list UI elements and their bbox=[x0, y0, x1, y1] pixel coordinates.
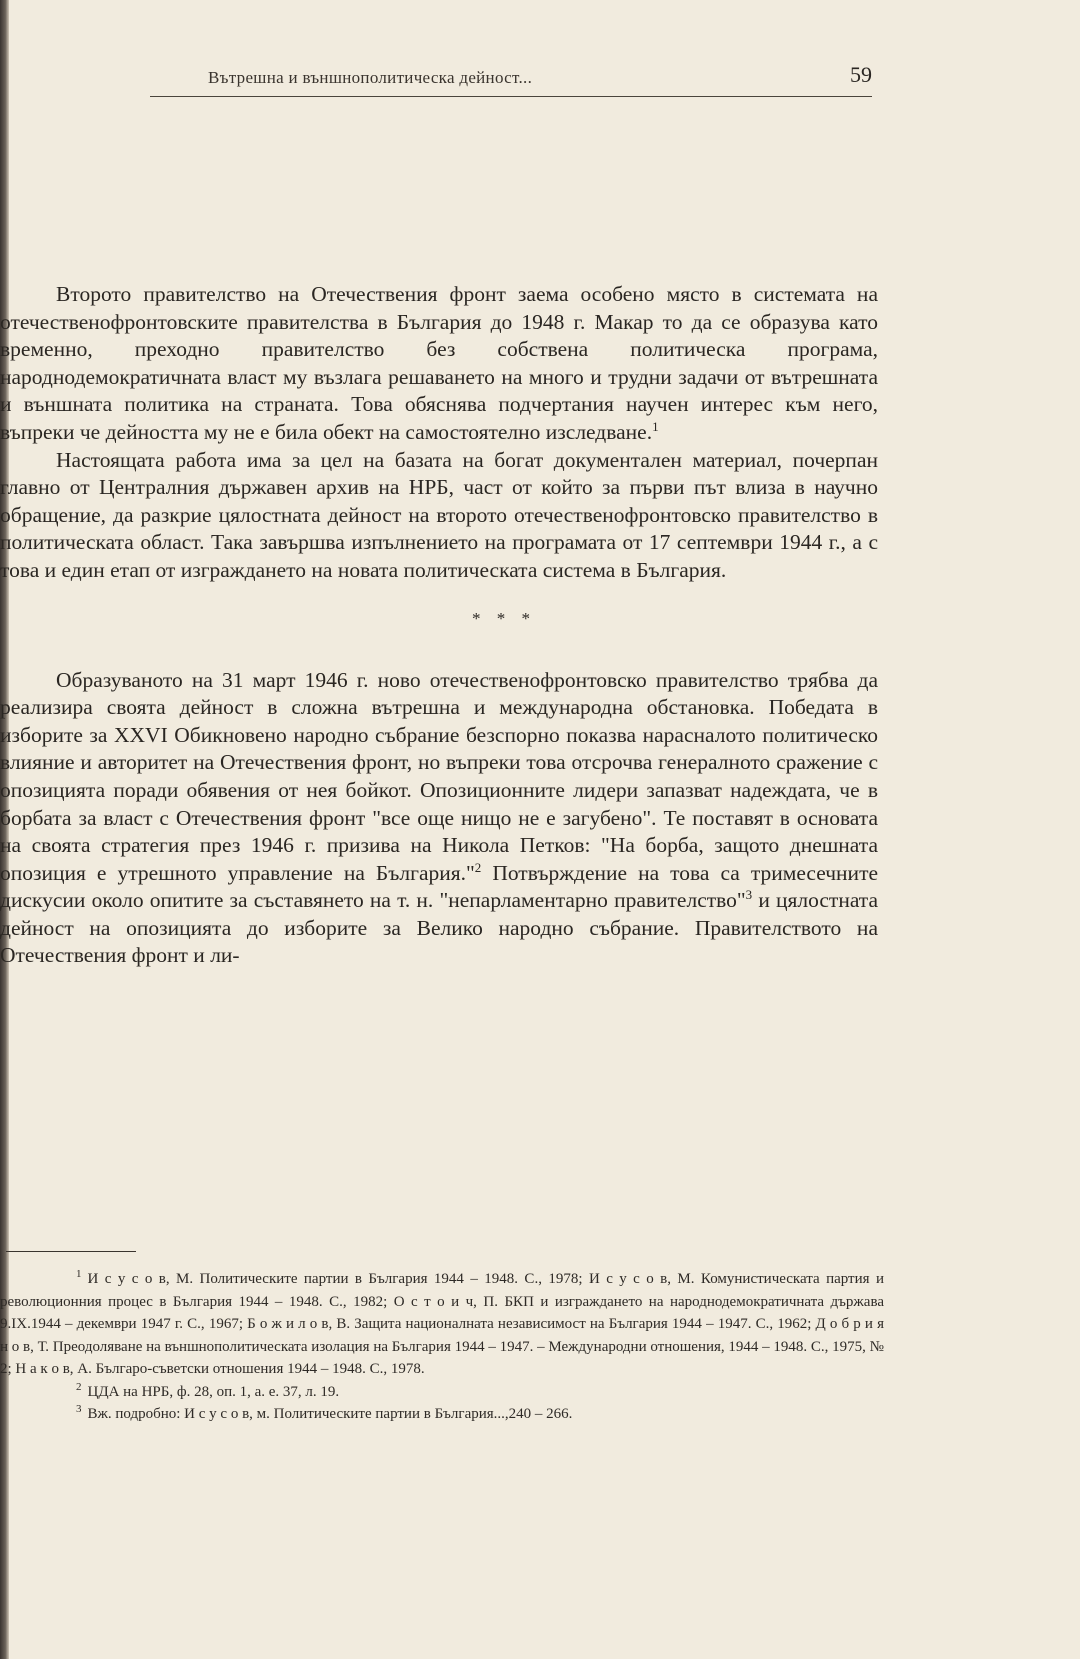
footnote-ref-2: 2 bbox=[474, 859, 482, 875]
paragraph-3 bbox=[0, 667, 878, 971]
page-number: 59 bbox=[850, 62, 872, 87]
paragraph-3-text-b: Потвърждение на това са тримесечните дискусии около опитите за съставянето на т. н. "непарламентарно правителство" bbox=[0, 860, 879, 913]
running-title: Вътрешна и външнополитическа дейност... bbox=[208, 68, 533, 87]
footnote-ref-1: 1 bbox=[652, 418, 659, 434]
main-text bbox=[0, 281, 878, 970]
paragraph-2-text: Настоящата работа има за цел на базата на богат документален материал, почерпан главно от Централния държавен архив на НРБ, част от който за първи път влиза в научно обращение, да разкрие цялостната дейност на второто отечественофронтовско правителство в политическата област. Така завършва изпълнението на програмата от 17 септември 1944 г., а с това и един етап от изграждането на новата политическата система в България. bbox=[0, 447, 878, 582]
footnote-1 bbox=[0, 1268, 884, 1381]
footnote-ref-3: 3 bbox=[745, 887, 753, 903]
footnote-2-mark: 2 bbox=[76, 1380, 82, 1393]
footnote-3 bbox=[0, 1403, 884, 1426]
paragraph-1-text: Второто правителство на Отечествения фронт заема особено място в системата на отечественофронтовските правителства в България до 1948 г. Макар то да се образува като временно, преходно правителство без собствена политическа програма, народнодемократичната власт му възлага решаването на много и трудни задачи от вътрешната и външната политика на страната. Това обяснява подчертания научен интерес към него, въпреки че дейността му не е била обект на самостоятелно изследване. bbox=[0, 282, 878, 444]
footnote-1-text: И с у с о в, М. Политическите партии в България 1944 – 1948. С., 1978; И с у с о в, М. Комунистическата партия и революционния процес в България 1944 – 1948. С., 1982; О с т о и ч, П. БКП и изграждането на народнодемократичната държава 9.IX.1944 – декември 1947 г. С., 1967; Б о ж и л о в, В. Защита националната независимост на България 1944 – 1947. С., 1962; Д о б р и я н о в, Т. Преодоляване на външнополитическата изолация на България 1944 – 1947. – Международни отношения, 1944 – 1948. С., 1975, № 2; Н а к о в, А. Българо-съветски отношения 1944 – 1948. С., 1978. bbox=[0, 1271, 884, 1377]
footnote-rule bbox=[6, 1251, 136, 1252]
footnotes bbox=[0, 1268, 884, 1426]
page-header bbox=[150, 60, 872, 97]
footnote-2-text: ЦДА на НРБ, ф. 28, оп. 1, а. е. 37, л. 19. bbox=[87, 1383, 340, 1400]
paragraph-3-text-a: Образуваното на 31 март 1946 г. ново отечественофронтовско правителство трябва да реализира своята дейност в сложна вътрешна и международна обстановка. Победата в изборите за XXVI Обикновено народно събрание безспорно показва нарасналото политическо влияние и авторитет на Отечествения фронт, но въпреки това отсрочва генералното сражение с опозицията поради обявения от нея бойкот. Опозиционните лидери запазват надеждата, че в борбата за власт с Отечествения фронт "все още нищо не е загубено". Те поставят в основата на своята стратегия през 1946 г. призива на Никола Петков: "На борба, защото днешната опозиция е утрешното управление на България." bbox=[0, 667, 878, 885]
footnote-1-mark: 1 bbox=[76, 1268, 82, 1280]
footnote-3-text: Вж. подробно: И с у с о в, м. Политическите партии в България...,240 – 266. bbox=[87, 1406, 573, 1422]
section-separator: * * * bbox=[472, 608, 536, 628]
paragraph-3-text-c: и цялостната дейност на опозицията до изборите за Велико народно събрание. Правителството на Отечествения фронт и ли- bbox=[0, 888, 879, 968]
paragraph-2 bbox=[0, 447, 878, 585]
footnote-2 bbox=[0, 1381, 884, 1404]
footnote-3-mark: 3 bbox=[76, 1403, 82, 1415]
paragraph-1 bbox=[0, 281, 878, 447]
